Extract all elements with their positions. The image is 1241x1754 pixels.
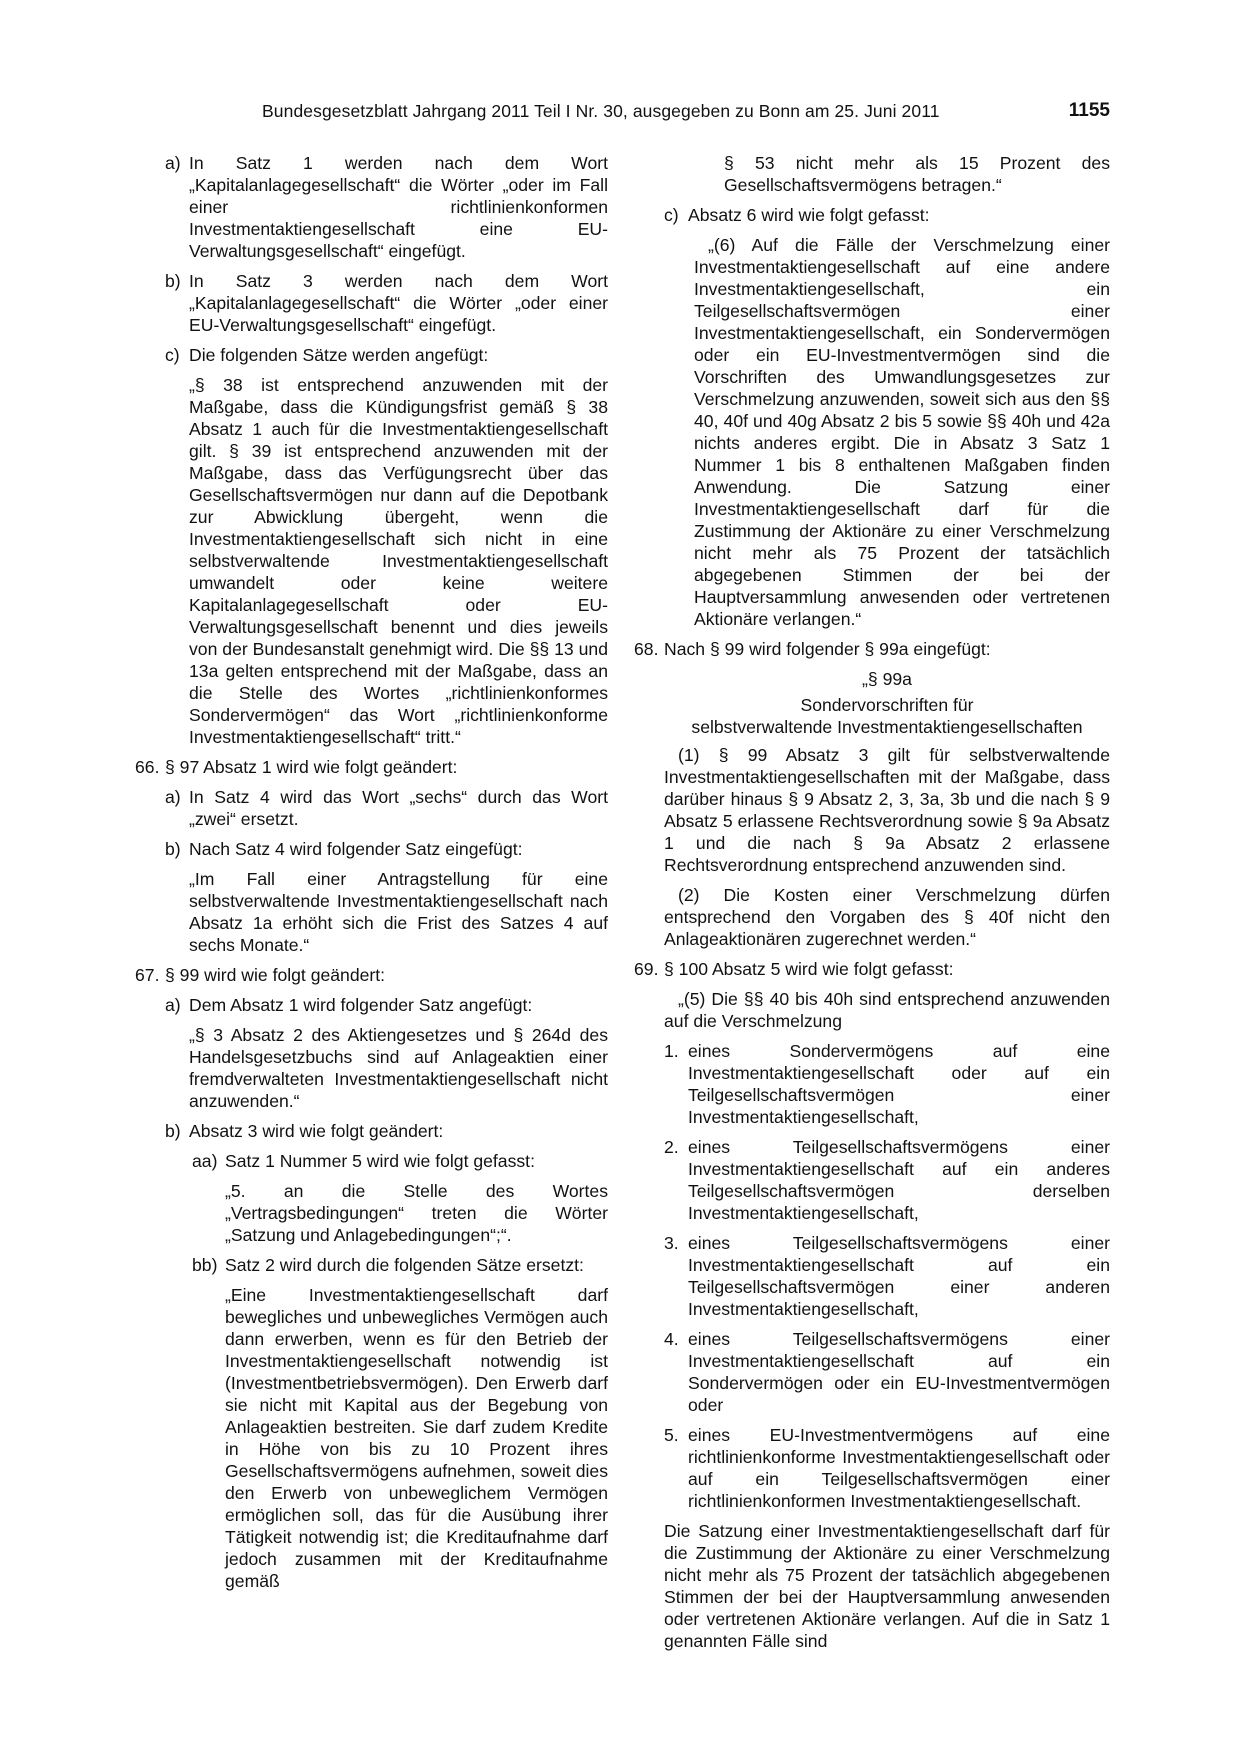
quoted-text: „Eine Investmentaktiengesellschaft darf bewegliches und unbewegliches Vermögen auch dann erwerben, wenn es für den Betrieb der Investmentaktiengesellschaft notwendig ist (Investmentbetriebsvermögen). Den Erwerb darf sie nicht mit Kapital aus der Begebung von Anlageaktien bestreiten. Sie darf zudem Kredite in Höhe von bis zu 10 Prozent ihres Gesellschaftsvermögens aufnehmen, soweit dies den Erwerb von unbeweglichem Vermögen ermöglichen soll, das für die Ausübung ihrer Tätigkeit notwendig ist; die Kreditaufnahme darf jedoch zusammen mit der Kreditaufnahme gemäß <box>225 1285 608 1591</box>
quoted-text: § 53 nicht mehr als 15 Prozent des Gesellschaftsvermögens betragen.“ <box>724 153 1110 195</box>
section-heading: selbstverwaltende Investmentaktiengesellschaften <box>691 717 1083 737</box>
item-number: 67. <box>135 965 160 985</box>
item-text: § 97 Absatz 1 wird wie folgt geändert: <box>165 757 458 777</box>
list-item <box>135 994 608 1016</box>
item-text: Absatz 3 wird wie folgt geändert: <box>189 1121 444 1141</box>
item-label: a) <box>165 995 181 1015</box>
list-item <box>135 270 608 336</box>
quoted-text: „(5) Die §§ 40 bis 40h sind entsprechend anzuwenden auf die Verschmelzung <box>664 989 1110 1031</box>
item-text: § 99 wird wie folgt geändert: <box>165 965 386 985</box>
section-heading: Sondervorschriften für <box>800 695 974 715</box>
list-item <box>135 786 608 830</box>
paragraph: (2) Die Kosten einer Verschmelzung dürfen entsprechend den Vorgaben des § 40f nicht den Anlageaktionären zugerechnet werden.“ <box>664 885 1110 949</box>
item-label: a) <box>165 787 181 807</box>
item-text: Nach § 99 wird folgender § 99a eingefügt: <box>664 639 991 659</box>
item-text: In Satz 4 wird das Wort „sechs“ durch das Wort „zwei“ ersetzt. <box>189 787 608 829</box>
section-title: „§ 99a <box>862 669 912 689</box>
item-number: 69. <box>634 959 659 979</box>
list-item <box>135 964 608 986</box>
paragraph: Die Satzung einer Investmentaktiengesellschaft darf für die Zustimmung der Aktionäre zu einer Verschmelzung nicht mehr als 75 Prozent der tatsächlich abgegebenen Stimmen der bei der Hauptversammlung anwesenden oder vertretenen Aktionäre verlangen. Auf die in Satz 1 genannten Fälle sind <box>664 1521 1110 1651</box>
page-number: 1155 <box>1068 100 1110 121</box>
page-header <box>262 101 1110 129</box>
paragraph: (1) § 99 Absatz 3 gilt für selbstverwaltende Investmentaktiengesellschaften mit der Maßgabe, dass darüber hinaus § 9 Absatz 2, 3, 3a, 3b und die nach § 9 Absatz 5 erlassene Rechtsverordnung sowie § 9a Absatz 1 und die nach § 9a Absatz 2 erlassene Rechtsverordnung entsprechend anzuwenden sind. <box>664 745 1110 875</box>
list-item <box>135 838 608 860</box>
list-item <box>634 1424 1110 1512</box>
list-item <box>135 1150 608 1172</box>
item-text: In Satz 3 werden nach dem Wort „Kapitalanlagegesellschaft“ die Wörter „oder einer EU-Verwaltungsgesellschaft“ eingefügt. <box>189 271 608 335</box>
item-number: 5. <box>664 1425 679 1445</box>
quoted-text: „5. an die Stelle des Wortes „Vertragsbedingungen“ treten die Wörter „Satzung und Anlagebedingungen“;“. <box>225 1181 608 1245</box>
list-item <box>135 1254 608 1276</box>
item-label: c) <box>664 205 679 225</box>
list-item <box>634 204 1110 226</box>
list-item <box>634 1040 1110 1128</box>
item-label: aa) <box>192 1151 218 1171</box>
item-text: Satz 2 wird durch die folgenden Sätze ersetzt: <box>225 1255 584 1275</box>
item-text: eines Teilgesellschaftsvermögens einer Investmentaktiengesellschaft auf ein Sondervermögen oder ein EU-Investmentvermögen oder <box>688 1329 1110 1415</box>
item-number: 1. <box>664 1041 679 1061</box>
list-item <box>634 958 1110 980</box>
list-item <box>634 638 1110 660</box>
list-item <box>135 756 608 778</box>
item-number: 66. <box>135 757 160 777</box>
item-number: 4. <box>664 1329 679 1349</box>
list-item <box>634 1232 1110 1320</box>
item-text: § 100 Absatz 5 wird wie folgt gefasst: <box>664 959 954 979</box>
item-label: bb) <box>192 1255 218 1275</box>
item-label: b) <box>165 1121 181 1141</box>
left-column <box>135 152 608 1600</box>
item-number: 3. <box>664 1233 679 1253</box>
item-text: eines EU-Investmentvermögens auf eine richtlinienkonforme Investmentaktiengesellschaft oder auf ein Teilgesellschaftsvermögen einer richtlinienkonformen Investmentaktiengesellschaft. <box>688 1425 1110 1511</box>
quoted-text: „Im Fall einer Antragstellung für eine selbstverwaltende Investmentaktiengesellschaft nach Absatz 1a erhöht sich die Frist des Satzes 4 auf sechs Monate.“ <box>189 869 608 955</box>
item-label: b) <box>165 839 181 859</box>
list-item <box>135 344 608 366</box>
item-text: eines Teilgesellschaftsvermögens einer Investmentaktiengesellschaft auf ein Teilgesellschaftsvermögen einer anderen Investmentaktiengesellschaft, <box>688 1233 1110 1319</box>
quoted-text: „(6) Auf die Fälle der Verschmelzung einer Investmentaktiengesellschaft auf eine andere Investmentaktiengesellschaft, ein Teilgesellschaftsvermögen einer Investmentaktiengesellschaft, ein Sondervermögen oder ein EU-Investmentvermögen sind die Vorschriften des Umwandlungsgesetzes zur Verschmelzung anzuwenden, soweit sich aus den §§ 40, 40f und 40g Absatz 2 bis 5 sowie §§ 40h und 42a nichts anderes ergibt. Die in Absatz 3 Satz 1 Nummer 1 bis 8 enthaltenen Maßgaben finden Anwendung. Die Satzung einer Investmentaktiengesellschaft darf für die Zustimmung der Aktionäre zu einer Verschmelzung nicht mehr als 75 Prozent der tatsächlich abgegebenen Stimmen der bei der Hauptversammlung anwesenden oder vertretenen Aktionäre verlangen.“ <box>694 235 1110 629</box>
list-item <box>135 152 608 262</box>
quoted-text: „§ 38 ist entsprechend anzuwenden mit der Maßgabe, dass die Kündigungsfrist gemäß § 38 Absatz 1 auch für die Investmentaktiengesellschaft gilt. § 39 ist entsprechend anzuwenden mit der Maßgabe, dass das Verfügungsrecht über das Gesellschaftsvermögen nur dann auf die Depotbank zur Abwicklung übergeht, wenn die Investmentaktiengesellschaft sich nicht in eine selbstverwaltende Investmentaktiengesellschaft umwandelt oder keine weitere Kapitalanlagegesellschaft oder EU-Verwaltungsgesellschaft benennt und dies jeweils von der Bundesanstalt genehmigt wird. Die §§ 13 und 13a gelten entsprechend mit der Maßgabe, dass an die Stelle des Wortes „richtlinienkonformes Sondervermögen“ das Wort „richtlinienkonforme Investmentaktiengesellschaft“ tritt.“ <box>189 375 608 747</box>
item-text: Nach Satz 4 wird folgender Satz eingefügt: <box>189 839 523 859</box>
list-item <box>634 1328 1110 1416</box>
item-text: eines Teilgesellschaftsvermögens einer Investmentaktiengesellschaft auf ein anderes Teilgesellschaftsvermögen derselben Investmentaktiengesellschaft, <box>688 1137 1110 1223</box>
item-label: c) <box>165 345 180 365</box>
item-text: eines Sondervermögens auf eine Investmentaktiengesellschaft oder auf ein Teilgesellschaftsvermögen einer Investmentaktiengesellschaft, <box>688 1041 1110 1127</box>
item-text: Absatz 6 wird wie folgt gefasst: <box>688 205 930 225</box>
item-text: In Satz 1 werden nach dem Wort „Kapitalanlagegesellschaft“ die Wörter „oder im Fall einer richtlinienkonformen Investmentaktiengesellschaft eine EU-Verwaltungsgesellschaft“ eingefügt. <box>189 153 608 261</box>
item-text: Satz 1 Nummer 5 wird wie folgt gefasst: <box>225 1151 535 1171</box>
header-text: Bundesgesetzblatt Jahrgang 2011 Teil I Nr. 30, ausgegeben zu Bonn am 25. Juni 2011 <box>262 101 940 121</box>
list-item <box>135 1120 608 1142</box>
quoted-text: „§ 3 Absatz 2 des Aktiengesetzes und § 264d des Handelsgesetzbuchs sind auf Anlageaktien einer fremdverwalteten Investmentaktiengesellschaft nicht anzuwenden.“ <box>189 1025 608 1111</box>
right-column <box>634 152 1110 1660</box>
item-text: Dem Absatz 1 wird folgender Satz angefügt: <box>189 995 533 1015</box>
item-number: 2. <box>664 1137 679 1157</box>
item-label: b) <box>165 271 181 291</box>
list-item <box>634 1136 1110 1224</box>
item-label: a) <box>165 153 181 173</box>
item-number: 68. <box>634 639 659 659</box>
item-text: Die folgenden Sätze werden angefügt: <box>189 345 489 365</box>
